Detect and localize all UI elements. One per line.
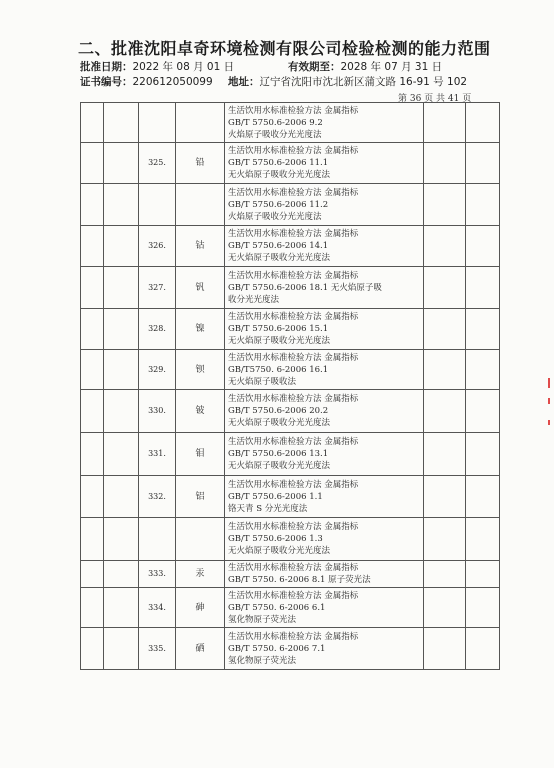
- method-line: 铬天青 S 分光光度法: [228, 503, 308, 514]
- remarks-cell: [466, 103, 500, 143]
- edge-mark: [548, 378, 550, 388]
- method-line: 生活饮用水标准检验方法 金属指标: [228, 105, 359, 116]
- approval-date: [80, 59, 234, 74]
- method-line: 生活饮用水标准检验方法 金属指标: [228, 229, 359, 239]
- method-line: GB/T 5750.6-2006 14.1: [228, 241, 329, 251]
- method-line: GB/T 5750.6-2006 11.2: [228, 199, 329, 210]
- category-cell: [81, 390, 104, 433]
- item-number-cell: 332.: [139, 476, 176, 518]
- table-row: [81, 267, 500, 309]
- category-cell: [81, 518, 104, 561]
- item-number-cell: 328.: [139, 309, 176, 350]
- method-line: GB/T 5750.6-2006 18.1 无火焰原子吸: [228, 282, 382, 293]
- remarks-cell: [466, 588, 500, 628]
- remarks-cell: [466, 267, 500, 309]
- sub-category-cell: [104, 143, 139, 184]
- page-number: 第 36 页 共 41 页: [398, 94, 472, 104]
- table-row: [81, 184, 500, 226]
- method-line: GB/T 5750. 6-2006 8.1 原子荧光法: [228, 575, 371, 585]
- method-line: 生活饮用水标准检验方法 金属指标: [228, 479, 359, 490]
- remarks-cell: [466, 518, 500, 561]
- standard-method-cell: [225, 143, 424, 184]
- item-name-cell: [176, 518, 225, 561]
- category-cell: [81, 350, 104, 390]
- limit-range-cell: [424, 143, 466, 184]
- item-name-cell: 硒: [176, 628, 225, 670]
- category-cell: [81, 143, 104, 184]
- remarks-cell: [466, 226, 500, 267]
- item-number-cell: [139, 184, 176, 226]
- approval-date-value: 2022 年 08 月 01 日: [132, 61, 235, 73]
- standard-method-cell: [225, 518, 424, 561]
- item-number-cell: 327.: [139, 267, 176, 309]
- sub-category-cell: [104, 588, 139, 628]
- item-name-cell: 钒: [176, 267, 225, 309]
- standard-method-cell: [225, 103, 424, 143]
- item-number-cell: 325.: [139, 143, 176, 184]
- item-name-cell: 汞: [176, 561, 225, 588]
- standard-method-cell: [225, 226, 424, 267]
- method-line: 生活饮用水标准检验方法 金属指标: [228, 394, 359, 404]
- table-row: [81, 226, 500, 267]
- standard-method-cell: [225, 588, 424, 628]
- limit-range-cell: [424, 433, 466, 476]
- method-line: 无火焰原子吸收分光光度法: [228, 461, 331, 471]
- item-number-cell: 334.: [139, 588, 176, 628]
- standard-method-cell: [225, 433, 424, 476]
- table-row: [81, 309, 500, 350]
- limit-range-cell: [424, 476, 466, 518]
- table-row: [81, 143, 500, 184]
- limit-range-cell: [424, 103, 466, 143]
- valid-date: [288, 59, 442, 74]
- remarks-cell: [466, 561, 500, 588]
- item-name-cell: 铍: [176, 390, 225, 433]
- item-number-cell: 333.: [139, 561, 176, 588]
- remarks-cell: [466, 476, 500, 518]
- method-line: 无火焰原子吸收分光光度法: [228, 170, 331, 180]
- method-line: 火焰原子吸收分光光度法: [228, 129, 322, 140]
- remarks-cell: [466, 309, 500, 350]
- table-row: [81, 103, 500, 143]
- method-line: 无火焰原子吸收分光光度法: [228, 336, 331, 346]
- capability-table: [80, 102, 500, 670]
- cert-number-value: 220612050099: [132, 76, 213, 88]
- item-name-cell: 钡: [176, 350, 225, 390]
- method-line: 火焰原子吸收分光光度法: [228, 211, 322, 222]
- method-line: 生活饮用水标准检验方法 金属指标: [228, 312, 359, 322]
- method-line: 生活饮用水标准检验方法 金属指标: [228, 437, 359, 447]
- item-number-cell: [139, 103, 176, 143]
- category-cell: [81, 433, 104, 476]
- item-number-cell: 331.: [139, 433, 176, 476]
- category-cell: [81, 476, 104, 518]
- sub-category-cell: [104, 518, 139, 561]
- valid-date-label: 有效期至：: [288, 61, 341, 73]
- limit-range-cell: [424, 350, 466, 390]
- method-line: GB/T5750. 6-2006 16.1: [228, 364, 329, 375]
- method-line: GB/T 5750.6-2006 13.1: [228, 449, 329, 459]
- method-line: GB/T 5750.6-2006 11.1: [228, 158, 329, 168]
- limit-range-cell: [424, 561, 466, 588]
- limit-range-cell: [424, 267, 466, 309]
- category-cell: [81, 561, 104, 588]
- edge-mark: [548, 398, 550, 404]
- method-line: GB/T 5750.6-2006 20.2: [228, 406, 329, 416]
- method-line: 无火焰原子吸收分光光度法: [228, 418, 331, 428]
- table-row: [81, 476, 500, 518]
- cert-number-label: 证书编号：: [80, 76, 133, 88]
- sub-category-cell: [104, 350, 139, 390]
- sub-category-cell: [104, 628, 139, 670]
- method-line: 生活饮用水标准检验方法 金属指标: [228, 146, 359, 156]
- method-line: 生活饮用水标准检验方法 金属指标: [228, 522, 359, 532]
- remarks-cell: [466, 350, 500, 390]
- method-line: GB/T 5750. 6-2006 6.1: [228, 602, 326, 613]
- approval-date-label: 批准日期：: [80, 61, 133, 73]
- method-line: 氢化物原子荧光法: [228, 614, 297, 625]
- method-line: 生活饮用水标准检验方法 金属指标: [228, 563, 359, 573]
- method-line: GB/T 5750.6-2006 15.1: [228, 324, 329, 334]
- sub-category-cell: [104, 476, 139, 518]
- standard-method-cell: [225, 267, 424, 309]
- table-row: [81, 350, 500, 390]
- category-cell: [81, 309, 104, 350]
- address: [228, 74, 467, 89]
- item-number-cell: 326.: [139, 226, 176, 267]
- remarks-cell: [466, 628, 500, 670]
- method-line: GB/T 5750.6-2006 1.1: [228, 491, 323, 502]
- method-line: GB/T 5750.6-2006 1.3: [228, 534, 323, 544]
- item-number-cell: 329.: [139, 350, 176, 390]
- cert-number: [80, 74, 213, 89]
- edge-mark: [548, 420, 550, 425]
- sub-category-cell: [104, 267, 139, 309]
- limit-range-cell: [424, 309, 466, 350]
- category-cell: [81, 226, 104, 267]
- table-row: [81, 518, 500, 561]
- method-line: 收分光光度法: [228, 294, 280, 305]
- item-name-cell: 铝: [176, 476, 225, 518]
- standard-method-cell: [225, 350, 424, 390]
- item-name-cell: 砷: [176, 588, 225, 628]
- standard-method-cell: [225, 628, 424, 670]
- category-cell: [81, 628, 104, 670]
- item-name-cell: 铅: [176, 143, 225, 184]
- method-line: 生活饮用水标准检验方法 金属指标: [228, 590, 359, 601]
- address-label: 地址：: [228, 76, 260, 88]
- method-line: 生活饮用水标准检验方法 金属指标: [228, 187, 359, 198]
- method-line: 生活饮用水标准检验方法 金属指标: [228, 631, 359, 642]
- sub-category-cell: [104, 184, 139, 226]
- document-title: 二、批准沈阳卓奇环境检测有限公司检验检测的能力范围: [78, 39, 491, 58]
- item-name-cell: 钼: [176, 433, 225, 476]
- method-line: 无火焰原子吸收法: [228, 376, 297, 387]
- standard-method-cell: [225, 561, 424, 588]
- table-row: [81, 588, 500, 628]
- method-line: 氢化物原子荧光法: [228, 655, 297, 666]
- limit-range-cell: [424, 184, 466, 226]
- method-line: GB/T 5750. 6-2006 7.1: [228, 643, 326, 654]
- category-cell: [81, 184, 104, 226]
- sub-category-cell: [104, 433, 139, 476]
- sub-category-cell: [104, 390, 139, 433]
- table-row: [81, 390, 500, 433]
- remarks-cell: [466, 390, 500, 433]
- item-number-cell: 335.: [139, 628, 176, 670]
- limit-range-cell: [424, 390, 466, 433]
- table-row: [81, 628, 500, 670]
- remarks-cell: [466, 143, 500, 184]
- standard-method-cell: [225, 476, 424, 518]
- category-cell: [81, 103, 104, 143]
- remarks-cell: [466, 433, 500, 476]
- method-line: 无火焰原子吸收分光光度法: [228, 253, 331, 263]
- category-cell: [81, 267, 104, 309]
- method-line: 生活饮用水标准检验方法 金属指标: [228, 352, 359, 363]
- table-row: [81, 561, 500, 588]
- standard-method-cell: [225, 184, 424, 226]
- limit-range-cell: [424, 588, 466, 628]
- sub-category-cell: [104, 309, 139, 350]
- remarks-cell: [466, 184, 500, 226]
- method-line: 生活饮用水标准检验方法 金属指标: [228, 270, 359, 281]
- sub-category-cell: [104, 103, 139, 143]
- limit-range-cell: [424, 518, 466, 561]
- limit-range-cell: [424, 226, 466, 267]
- method-line: 无火焰原子吸收分光光度法: [228, 546, 331, 556]
- sub-category-cell: [104, 561, 139, 588]
- standard-method-cell: [225, 309, 424, 350]
- item-name-cell: [176, 184, 225, 226]
- item-name-cell: [176, 103, 225, 143]
- item-number-cell: [139, 518, 176, 561]
- item-number-cell: 330.: [139, 390, 176, 433]
- standard-method-cell: [225, 390, 424, 433]
- valid-date-value: 2028 年 07 月 31 日: [340, 61, 443, 73]
- category-cell: [81, 588, 104, 628]
- address-value: 辽宁省沈阳市沈北新区蒲文路 16-91 号 102: [259, 76, 468, 88]
- item-name-cell: 镍: [176, 309, 225, 350]
- table-row: [81, 433, 500, 476]
- sub-category-cell: [104, 226, 139, 267]
- method-line: GB/T 5750.6-2006 9.2: [228, 117, 323, 128]
- limit-range-cell: [424, 628, 466, 670]
- item-name-cell: 钴: [176, 226, 225, 267]
